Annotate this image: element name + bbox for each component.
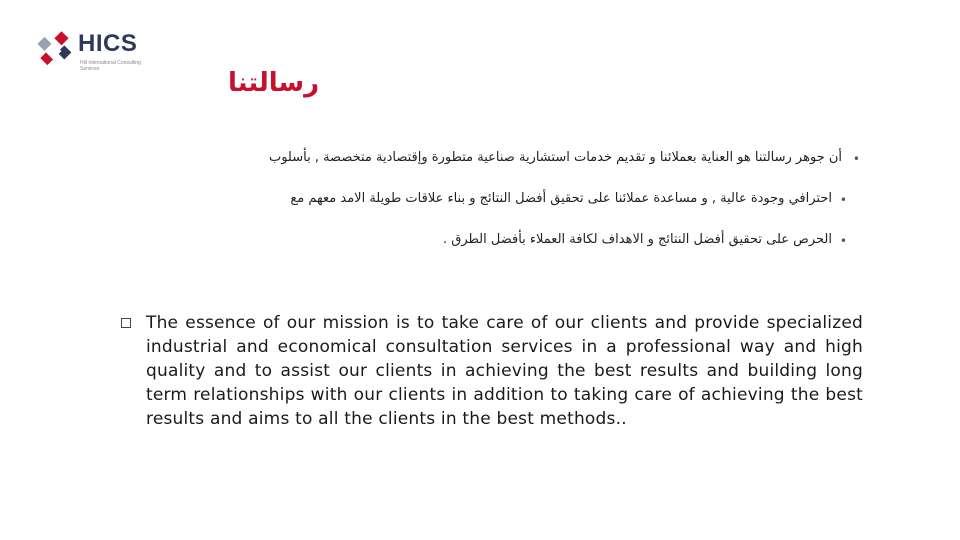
- english-mission-paragraph: The essence of our mission is to take care of our clients and provide specialized industrial and economical consultation services in a professional way and high quality and to assist our clients in achieving the best results and building long term relationships with our clients in addition to taking care of achieving the best results and aims to all the clients in the best methods..: [146, 313, 863, 429]
- arabic-item-3: الحرص على تحقيق أفضل النتائج و الاهداف لكافة العملاء بأفضل الطرق .: [442, 232, 832, 247]
- arabic-item-1: أن جوهر رسالتنا هو العناية بعملائنا و تقديم خدمات استشارية صناعية متطورة وإقتصادية متخصصة , بأسلوب: [268, 150, 842, 165]
- bullet-icon: •: [839, 234, 847, 248]
- hics-logo-mark: [30, 26, 76, 76]
- company-logo: [30, 22, 150, 84]
- checkbox-bullet-icon: [121, 318, 131, 328]
- arabic-item-2: احترافي وجودة عالية , و مساعدة عملائنا على تحقيق أفضل النتائج و بناء علاقات طويلة الامد معهم مع: [290, 191, 832, 206]
- logo-wordmark: HICS: [78, 30, 138, 57]
- bullet-icon: •: [839, 193, 847, 207]
- slide-title: رسالتنا: [228, 68, 320, 98]
- logo-tagline: Hill International Consulting Services: [80, 60, 141, 72]
- bullet-icon: •: [852, 152, 860, 166]
